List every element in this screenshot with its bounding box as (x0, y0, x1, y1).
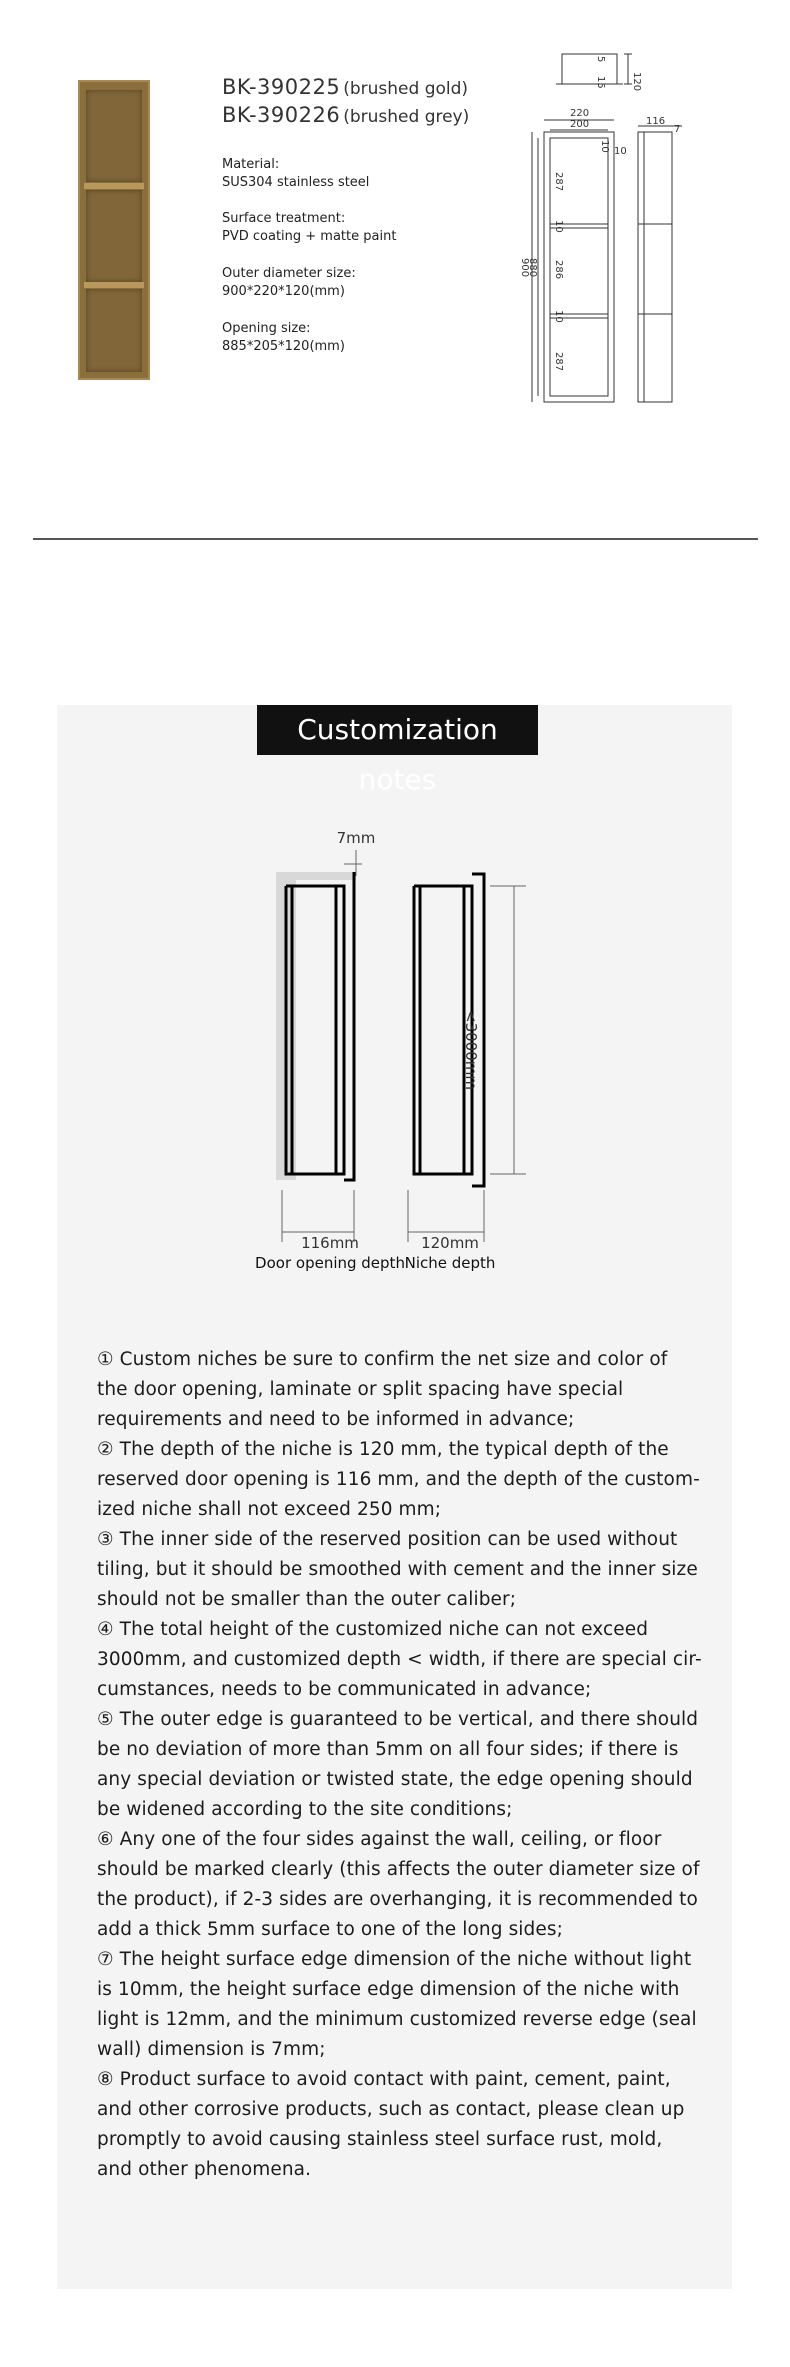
note-line: requirements and need to be informed in advance; (97, 1409, 575, 1430)
note-line: ⑦ The height surface edge dimension of the niche without light (97, 1949, 692, 1970)
note-line: should not be smaller than the outer caliber; (97, 1589, 517, 1610)
note-line: ⑥ Any one of the four sides against the wall, ceiling, or floor (97, 1829, 662, 1850)
spec-outer-size (222, 265, 356, 301)
spec-value: 900*220*120(mm) (222, 284, 345, 299)
note-line: reserved door opening is 116 mm, and the depth of the custom- (97, 1469, 700, 1490)
front-section-3-label: 287 (553, 352, 564, 372)
niche-compartment-bottom (86, 289, 142, 372)
niche-depth-dim: 120mm (421, 1234, 479, 1252)
note-line: 3000mm, and customized depth < width, if there are special cir- (97, 1649, 702, 1670)
note-line: light is 12mm, and the minimum customized reverse edge (seal (97, 2009, 697, 2030)
note-line: add a thick 5mm surface to one of the long sides; (97, 1919, 563, 1940)
note-line: wall) dimension is 7mm; (97, 2039, 326, 2060)
note-line: and other phenomena. (97, 2159, 312, 2180)
niche-shelf (84, 183, 144, 189)
product-photo (78, 80, 150, 380)
front-view (532, 120, 614, 402)
model-variant: (brushed gold) (343, 79, 469, 99)
note-line: the door opening, laminate or split spacing have special (97, 1379, 624, 1400)
front-inner-width-label: 200 (570, 119, 590, 130)
side-view (638, 126, 682, 402)
front-shelf-1-label: 10 (553, 220, 564, 233)
note-line: ① Custom niches be sure to confirm the net size and color of (97, 1349, 668, 1370)
note-line: should be marked clearly (this affects the outer diameter size of (97, 1859, 700, 1880)
note-line: ⑧ Product surface to avoid contact with paint, cement, paint, (97, 2069, 671, 2090)
note-line: and other corrosive products, such as contact, please clean up (97, 2099, 685, 2120)
note-line: the product), if 2-3 sides are overhanging, it is recommended to (97, 1889, 698, 1910)
front-section-2-label: 286 (553, 260, 564, 280)
front-inner-height-label: 880 (527, 258, 538, 278)
niche-diagram (240, 830, 560, 1260)
note-line: be widened according to the site conditions; (97, 1799, 513, 1820)
front-outer-height-label: 900 (519, 258, 530, 278)
note-line: cumstances, needs to be communicated in advance; (97, 1679, 592, 1700)
side-lip-label: 7 (674, 124, 681, 135)
spec-value: SUS304 stainless steel (222, 175, 370, 190)
top-depth-label: 120 (631, 72, 642, 92)
height-limit-dim: <3000mm (462, 1010, 480, 1090)
note-line: be no deviation of more than 5mm on all four sides; if there is (97, 1739, 679, 1760)
front-section-1-label: 287 (553, 172, 564, 192)
model-code: BK-390226 (222, 103, 341, 127)
spec-value: 885*205*120(mm) (222, 339, 345, 354)
door-opening-caption: Door opening depth (255, 1254, 405, 1272)
top-view (556, 54, 632, 84)
front-top-gap-label: 10 (599, 140, 610, 153)
customization-notes (97, 1345, 702, 2185)
spec-drawing (510, 48, 730, 418)
spec-value: PVD coating + matte paint (222, 229, 397, 244)
model-variant: (brushed grey) (343, 107, 470, 127)
note-line: ⑤ The outer edge is guaranteed to be vertical, and there should (97, 1709, 699, 1730)
spec-material (222, 156, 369, 192)
dimension-lines (282, 850, 526, 1242)
note-line: ② The depth of the niche is 120 mm, the typical depth of the (97, 1439, 669, 1460)
niche-shelf (84, 282, 144, 288)
top-edge-dim: 7mm (336, 829, 376, 847)
spec-label: Outer diameter size: (222, 266, 356, 281)
door-opening-dim: 116mm (301, 1234, 359, 1252)
top-lip-label: 5 (595, 56, 606, 63)
note-line: tiling, but it should be smoothed with cement and the inner size (97, 1559, 698, 1580)
note-line: promptly to avoid causing stainless steel surface rust, mold, (97, 2129, 663, 2150)
niche-compartment-middle (86, 190, 142, 282)
spec-label: Opening size: (222, 321, 311, 336)
note-line: ized niche shall not exceed 250 mm; (97, 1499, 442, 1520)
niche-compartment-top (86, 90, 142, 182)
model-code: BK-390225 (222, 75, 341, 99)
spec-label: Material: (222, 157, 280, 172)
side-depth-label: 116 (646, 116, 666, 127)
front-side-gap-label: 10 (614, 146, 627, 157)
spec-label: Surface treatment: (222, 211, 346, 226)
section-divider (33, 538, 758, 540)
customization-title: Customization notes (257, 705, 538, 755)
niche-depth-caption: Niche depth (404, 1254, 496, 1272)
note-line: ③ The inner side of the reserved position can be used without (97, 1529, 678, 1550)
spec-opening-size (222, 320, 345, 356)
top-flange-label: 15 (595, 76, 606, 89)
note-line: any special deviation or twisted state, the edge opening should (97, 1769, 693, 1790)
front-outer-width-label: 220 (570, 108, 590, 119)
model-grey (222, 103, 469, 127)
note-line: ④ The total height of the customized niche can not exceed (97, 1619, 649, 1640)
model-gold (222, 75, 468, 99)
spec-surface (222, 210, 396, 246)
note-line: is 10mm, the height surface edge dimension of the niche with (97, 1979, 680, 2000)
front-shelf-2-label: 10 (553, 310, 564, 323)
door-opening-niche (286, 872, 354, 1180)
